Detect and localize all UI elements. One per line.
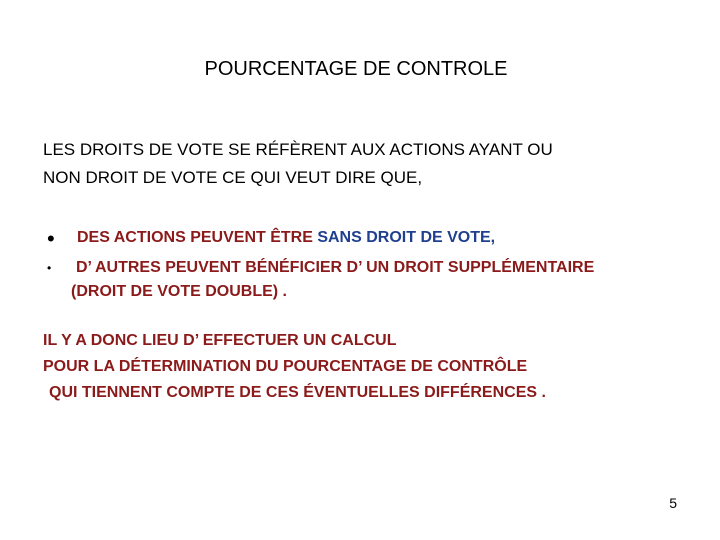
bullet-text [77,226,495,250]
conclusion-line-1: IL Y A DONC LIEU D’ EFFECTUER UN CALCUL [43,332,397,349]
intro-paragraph [43,136,553,192]
bullet-text [71,256,595,304]
bullet-text-blue: SANS DROIT DE VOTE, [317,229,496,246]
conclusion-line-3: QUI TIENNENT COMPTE DE CES ÉVENTUELLES DIFFÉRENCES . [49,384,546,401]
bullet-marker: • [47,226,55,251]
bullet-text-line-2: (DROIT DE VOTE DOUBLE) . [71,283,287,300]
page-number: 5 [669,495,677,511]
conclusion-paragraph [43,328,546,406]
intro-line-1: LES DROITS DE VOTE SE RÉFÈRENT AUX ACTIONS AYANT OU [43,140,553,159]
conclusion-line-2: POUR LA DÉTERMINATION DU POURCENTAGE DE CONTRÔLE [43,358,528,375]
slide-title: POURCENTAGE DE CONTROLE [204,58,508,80]
bullet-marker: • [47,261,52,275]
intro-line-2: NON DROIT DE VOTE CE QUI VEUT DIRE QUE, [43,168,423,187]
bullet-text-line-1: D’ AUTRES PEUVENT BÉNÉFICIER D’ UN DROIT SUPPLÉMENTAIRE [76,259,595,276]
bullet-text-red: DES ACTIONS PEUVENT ÊTRE [77,229,318,246]
